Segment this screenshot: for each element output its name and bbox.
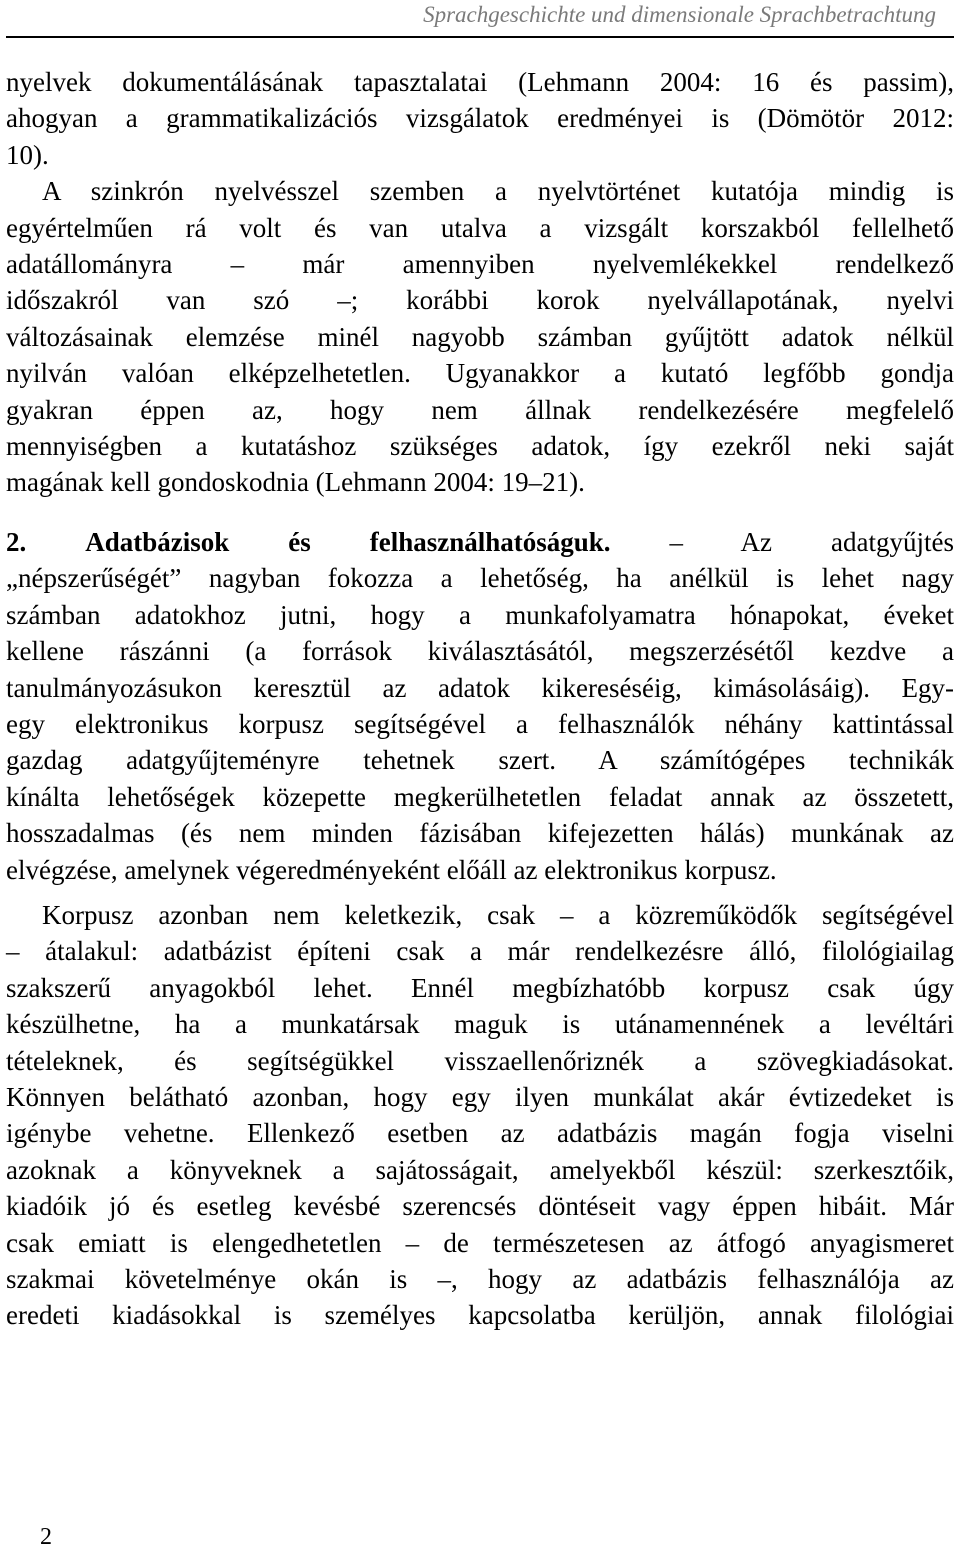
running-title: Sprachgeschichte und dimensionale Sprachbetrachtung — [423, 2, 936, 27]
text-line: nyilván valóan elképzelhetetlen. Ugyanakkor a kutató legfőbb gondja — [6, 358, 954, 389]
text-line: nyelvek dokumentálásának tapasztalatai (Lehmann 2004: 16 és passim), — [6, 67, 954, 97]
text-line: 10). — [6, 139, 49, 170]
text-line: tételeknek, és segítségükkel visszaellenőriznék a szövegkiadásokat. — [6, 1045, 954, 1076]
text-line: tanulmányozásukon keresztül az adatok kikereséséig, kimásolásáig). Egy- — [6, 672, 954, 703]
text-line: – átalakul: adatbázist építeni csak a már rendelkezésre álló, filológiailag — [6, 936, 954, 967]
section-first-line-rest: – Az adatgyűjtés — [610, 526, 954, 557]
section-title: Adatbázisok és felhasználhatóságuk. — [85, 526, 611, 557]
running-header — [6, 0, 954, 38]
body-text — [6, 64, 954, 1334]
text-line: kellene rászánni (a források kiválasztásától, megszerzésétől kezdve a — [6, 636, 954, 667]
text-line: csak emiatt is elengedhetetlen – de természetesen az átfogó anyagismeret — [6, 1227, 954, 1258]
text-line: gyakran éppen az, hogy nem állnak rendelkezésére megfelelő — [6, 394, 954, 425]
text-line: szakszerű anyagokból lehet. Ennél megbízhatóbb korpusz csak úgy — [6, 972, 954, 1003]
text-line: elvégzése, amelynek végeredményeként előáll az elektronikus korpusz. — [6, 854, 777, 885]
text-line: egy elektronikus korpusz segítségével a felhasználók néhány kattintással — [6, 708, 954, 739]
text-line: adatállományra – már amennyiben nyelvemlékekkel rendelkező — [6, 249, 954, 280]
text-line: mennyiségben a kutatáshoz szükséges adatok, így ezekről neki saját — [6, 431, 954, 462]
text-line: eredeti kiadásokkal is személyes kapcsolatba kerüljön, annak filológiai — [6, 1300, 954, 1331]
text-line: számban adatokhoz jutni, hogy a munkafolyamatra hónapokat, éveket — [6, 599, 954, 630]
spacer — [6, 501, 954, 524]
text-line: azoknak a könyveknek a sajátosságait, amelyekből készül: szerkesztőik, — [6, 1154, 954, 1185]
text-line: egyértelműen rá volt és van utalva a vizsgált korszakból fellelhető — [6, 212, 954, 243]
text-line: Könnyen belátható azonban, hogy egy ilyen munkálat akár évtizedeket is — [6, 1081, 954, 1112]
text-line: magának kell gondoskodnia (Lehmann 2004: 19–21). — [6, 467, 585, 498]
paragraph-4 — [6, 897, 954, 1334]
text-line: kínálta lehetőségek közepette megkerülhetetlen feladat annak az összetett, — [6, 781, 954, 812]
text-line: készülhetne, ha a munkatársak maguk is utánamennének a levéltári — [6, 1009, 954, 1040]
section-number: 2. — [6, 526, 27, 557]
spacer — [6, 888, 954, 897]
paragraph-2 — [6, 173, 954, 501]
text-line: időszakról van szó –; korábbi korok nyelvállapotának, nyelvi — [6, 285, 954, 316]
text-line: kiadóik jó és esetleg kevésbé szerencsés döntéseit vagy éppen hibáit. Már — [6, 1191, 954, 1222]
section-paragraph — [6, 524, 954, 888]
text-line: hosszadalmas (és nem minden fázisában kifejezetten hálás) munkának az — [6, 818, 954, 849]
page-number: 2 — [40, 1524, 52, 1550]
paragraph-1 — [6, 64, 954, 173]
text-line: Korpusz azonban nem keletkezik, csak – a közreműködők segítségével — [42, 899, 954, 930]
text-line: A szinkrón nyelvésszel szemben a nyelvtörténet kutatója mindig is — [42, 176, 954, 207]
text-line: szakmai követelménye okán is –, hogy az adatbázis felhasználója az — [6, 1264, 954, 1294]
text-line: „népszerűségét” nagyban fokozza a lehetőség, ha anélkül is lehet nagy — [6, 563, 954, 594]
text-line: változásainak elemzése minél nagyobb számban gyűjtött adatok nélkül — [6, 321, 954, 352]
text-line: ahogyan a grammatikalizációs vizsgálatok eredményei is (Dömötör 2012: — [6, 103, 954, 134]
section-first-line — [6, 524, 954, 560]
text-line: gazdag adatgyűjteményre tehetnek szert. A számítógépes technikák — [6, 745, 954, 776]
text-line: igénybe vehetne. Ellenkező esetben az adatbázis magán fogja viselni — [6, 1118, 954, 1149]
